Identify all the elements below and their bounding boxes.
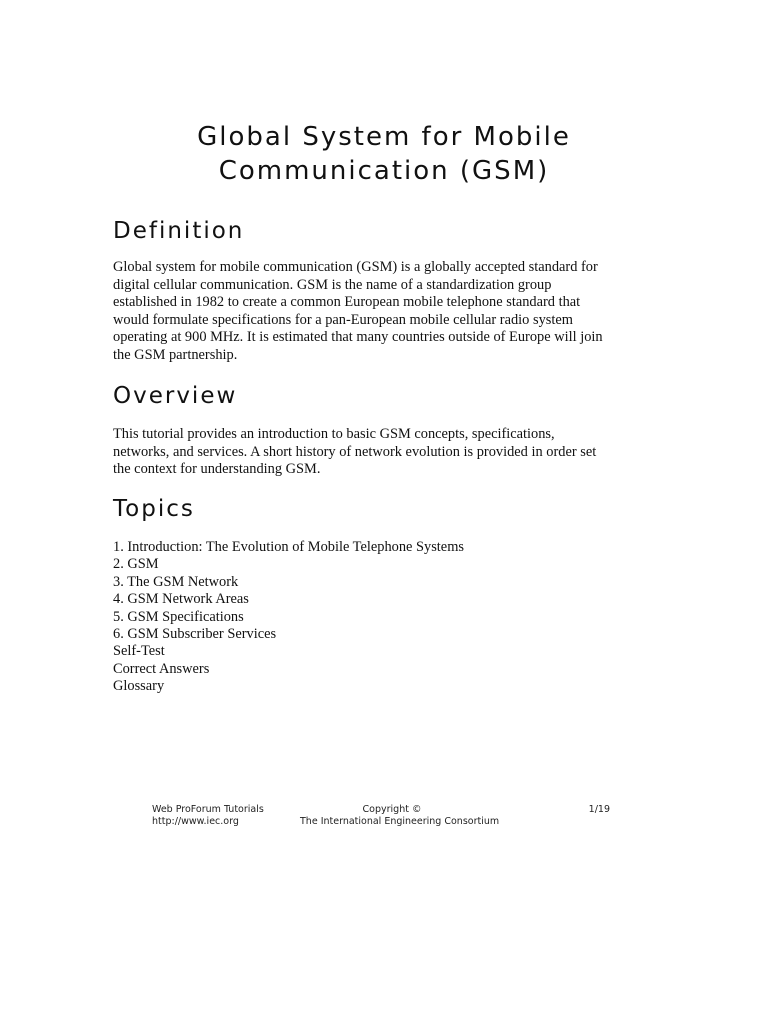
topics-list — [113, 539, 464, 696]
page-title — [100, 120, 668, 188]
footer-copyright — [300, 804, 500, 828]
overview-paragraph: This tutorial provides an introduction to basic GSM concepts, specifications, networks, and services. A short history of network evolution is provided in order set the context for understanding GSM. — [113, 426, 597, 478]
footer-publisher-name: Web ProForum Tutorials — [152, 804, 264, 815]
topic-item: Glossary — [113, 678, 165, 695]
topic-item: Self-Test — [113, 643, 165, 660]
page-number: 1/19 — [588, 804, 610, 815]
topic-item: 2. GSM — [113, 556, 159, 573]
topic-item: 4. GSM Network Areas — [113, 591, 249, 608]
definition-paragraph: Global system for mobile communication (GSM) is a globally accepted standard for digital cellular communication. GSM is the name of a standardization group established in 1982 to create a common European mobile telephone standard that would formulate specifications for a pan-European mobile cellular radio system operating at 900 MHz. It is estimated that many countries outside of Europe will join the GSM partnership. — [113, 259, 603, 363]
topic-item: 5. GSM Specifications — [113, 608, 244, 625]
title-line-2: Communication (GSM) — [218, 156, 550, 186]
topic-item: 6. GSM Subscriber Services — [113, 626, 277, 643]
definition-heading: Definition — [113, 218, 245, 244]
topic-item: Correct Answers — [113, 660, 210, 677]
title-line-1: Global System for Mobile — [197, 122, 571, 152]
topic-item: 1. Introduction: The Evolution of Mobile Telephone Systems — [113, 539, 464, 555]
topic-item: 3. The GSM Network — [113, 573, 239, 590]
footer-url-link[interactable]: http://www.iec.org — [152, 816, 239, 827]
overview-heading: Overview — [113, 383, 238, 409]
footer-copyright-label: Copyright © — [362, 804, 422, 815]
topics-heading: Topics — [113, 496, 195, 522]
footer-page-number — [560, 804, 610, 816]
footer-copyright-holder: The International Engineering Consortium — [300, 816, 500, 827]
footer-publisher — [152, 804, 264, 828]
